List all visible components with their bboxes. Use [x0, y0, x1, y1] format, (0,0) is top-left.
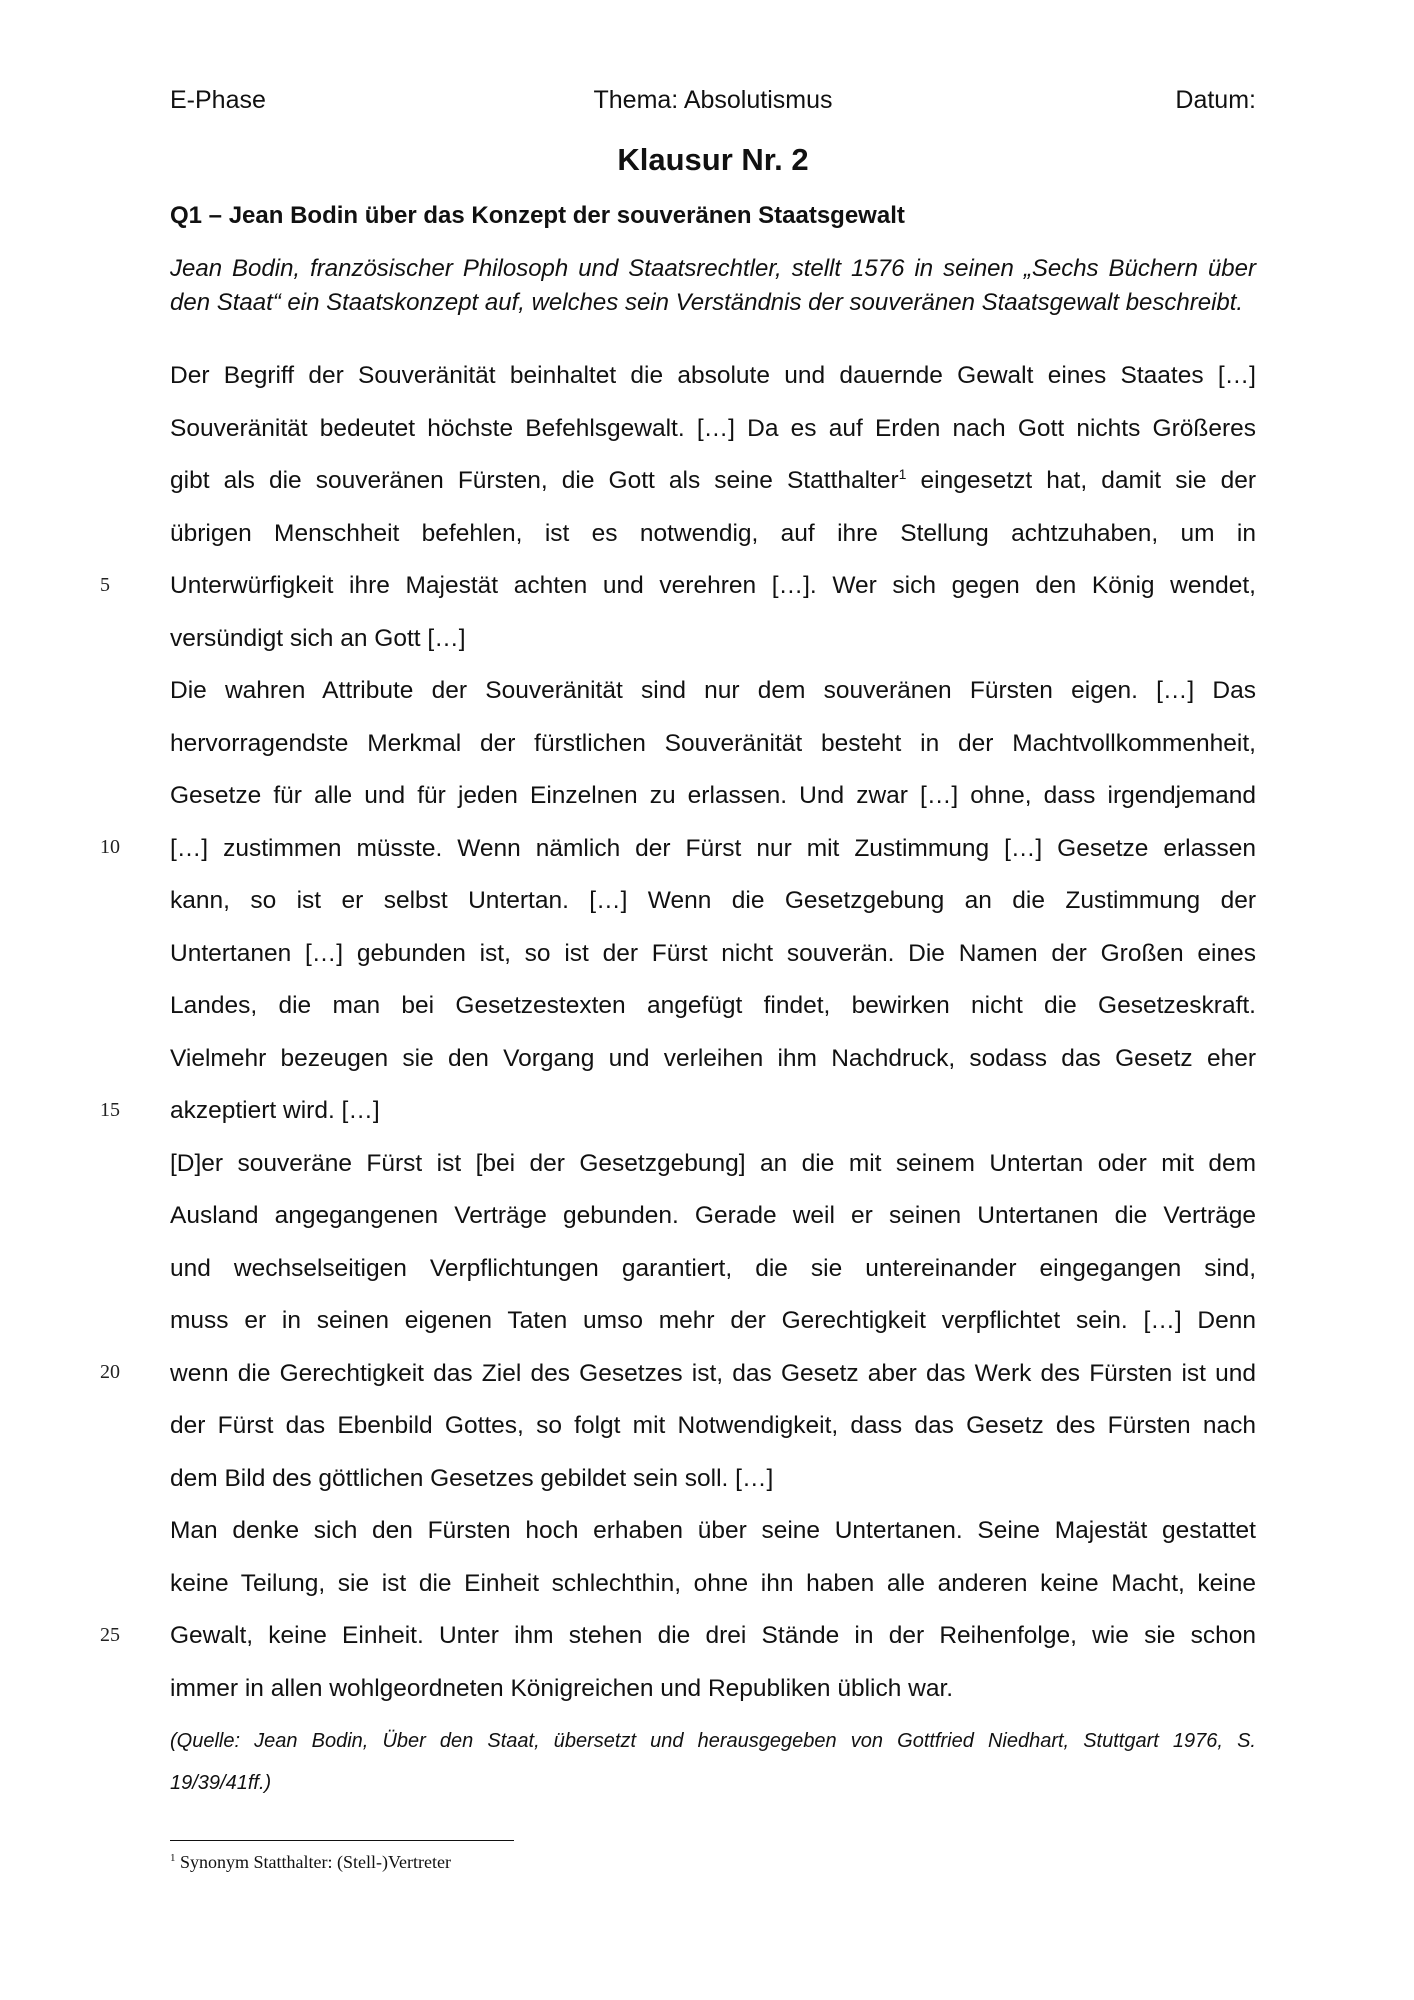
text-line [170, 461, 1256, 514]
text-line: Untertanen […] gebunden ist, so ist der Fürst nicht souverän. Die Namen der Großen eines [170, 939, 1256, 967]
footnote-divider [170, 1840, 514, 1841]
page-title: Klausur Nr. 2 [617, 142, 809, 177]
text-line: […] zustimmen müsste. Wenn nämlich der Fürst nur mit Zustimmung […] Gesetze erlassen [170, 834, 1256, 862]
line-number: 20 [100, 1361, 120, 1383]
text-line: übrigen Menschheit befehlen, ist es notwendig, auf ihre Stellung achtzuhaben, um in [170, 519, 1256, 547]
text-line: Vielmehr bezeugen sie den Vorgang und verleihen ihm Nachdruck, sodass das Gesetz eher [170, 1044, 1256, 1072]
footnote [170, 1852, 451, 1873]
text-line: muss er in seinen eigenen Taten umso mehr der Gerechtigkeit verpflichtet sein. […] Denn [170, 1307, 1256, 1334]
citation-line: (Quelle: Jean Bodin, Über den Staat, übersetzt und herausgegeben von Gottfried Niedhart, Stuttgart 1976, S. [170, 1730, 1256, 1752]
intro-text: Jean Bodin, französischer Philosoph und Staatsrechtler, stellt 1576 in seinen „Sechs Büchern über den Staat“ ein Staatskonzept auf, welches sein Verständnis der souveränen Staatsgewalt beschreibt. [170, 255, 1256, 316]
text-line: Gewalt, keine Einheit. Unter ihm stehen die drei Stände in der Reihenfolge, wie sie schon [170, 1622, 1256, 1649]
text-line: Gesetze für alle und für jeden Einzelnen zu erlassen. Und zwar […] ohne, dass irgendjemand [170, 782, 1256, 809]
page-header [170, 86, 1256, 120]
line-number: 5 [100, 574, 110, 596]
text-line: Die wahren Attribute der Souveränität sind nur dem souveränen Fürsten eigen. […] Das [170, 677, 1256, 704]
source-citation [170, 1720, 1256, 1804]
header-date: Datum: [1175, 86, 1256, 114]
text-line: immer in allen wohlgeordneten Königreichen und Republiken üblich war. [170, 1674, 954, 1702]
text-line: der Fürst das Ebenbild Gottes, so folgt mit Notwendigkeit, dass das Gesetz des Fürsten nach [170, 1412, 1256, 1439]
text-line: wenn die Gerechtigkeit das Ziel des Gesetzes ist, das Gesetz aber das Werk des Fürsten ist und [170, 1359, 1256, 1387]
footnote-text: Synonym Statthalter: (Stell-)Vertreter [175, 1852, 451, 1872]
text-line: keine Teilung, sie ist die Einheit schlechthin, ohne ihn haben alle anderen keine Macht, keine [170, 1569, 1256, 1597]
text-line: kann, so ist er selbst Untertan. […] Wenn die Gesetzgebung an die Zustimmung der [170, 887, 1256, 914]
text-line-part: gibt als die souveränen Fürsten, die Gott als seine Statthalter [170, 467, 899, 494]
text-line: Ausland angegangenen Verträge gebunden. Gerade weil er seinen Untertanen die Verträge [170, 1202, 1256, 1229]
line-number: 15 [100, 1099, 120, 1121]
footnote-marker: 1 [170, 1852, 176, 1864]
header-phase: E-Phase [170, 86, 266, 114]
text-line: und wechselseitigen Verpflichtungen garantiert, die sie untereinander eingegangen sind, [170, 1254, 1256, 1282]
text-line: [D]er souveräne Fürst ist [bei der Gesetzgebung] an die mit seinem Untertan oder mit dem [170, 1149, 1256, 1177]
text-line: akzeptiert wird. […] [170, 1097, 380, 1124]
text-line: versündigt sich an Gott […] [170, 624, 466, 652]
citation-line: 19/39/41ff.) [170, 1772, 272, 1794]
text-line: Souveränität bedeutet höchste Befehlsgewalt. […] Da es auf Erden nach Gott nichts Größeres [170, 414, 1256, 442]
text-line: Unterwürfigkeit ihre Majestät achten und verehren […]. Wer sich gegen den König wendet, [170, 572, 1256, 599]
section-title: Q1 – Jean Bodin über das Konzept der souveränen Staatsgewalt [170, 202, 905, 229]
source-text [170, 356, 1256, 1721]
text-line-part: eingesetzt hat, damit sie der [906, 467, 1256, 494]
footnote-ref: 1 [898, 465, 907, 482]
text-line: Landes, die man bei Gesetzestexten angefügt findet, bewirken nicht die Gesetzeskraft. [170, 992, 1256, 1019]
line-number: 25 [100, 1624, 120, 1646]
text-line: hervorragendste Merkmal der fürstlichen Souveränität besteht in der Machtvollkommenheit, [170, 729, 1256, 757]
text-line: Man denke sich den Fürsten hoch erhaben über seine Untertanen. Seine Majestät gestattet [170, 1517, 1256, 1544]
text-line: dem Bild des göttlichen Gesetzes gebildet sein soll. […] [170, 1464, 774, 1492]
text-line: Der Begriff der Souveränität beinhaltet die absolute und dauernde Gewalt eines Staates […] [170, 362, 1256, 389]
header-topic: Thema: Absolutismus [593, 86, 833, 114]
line-number: 10 [100, 836, 120, 858]
